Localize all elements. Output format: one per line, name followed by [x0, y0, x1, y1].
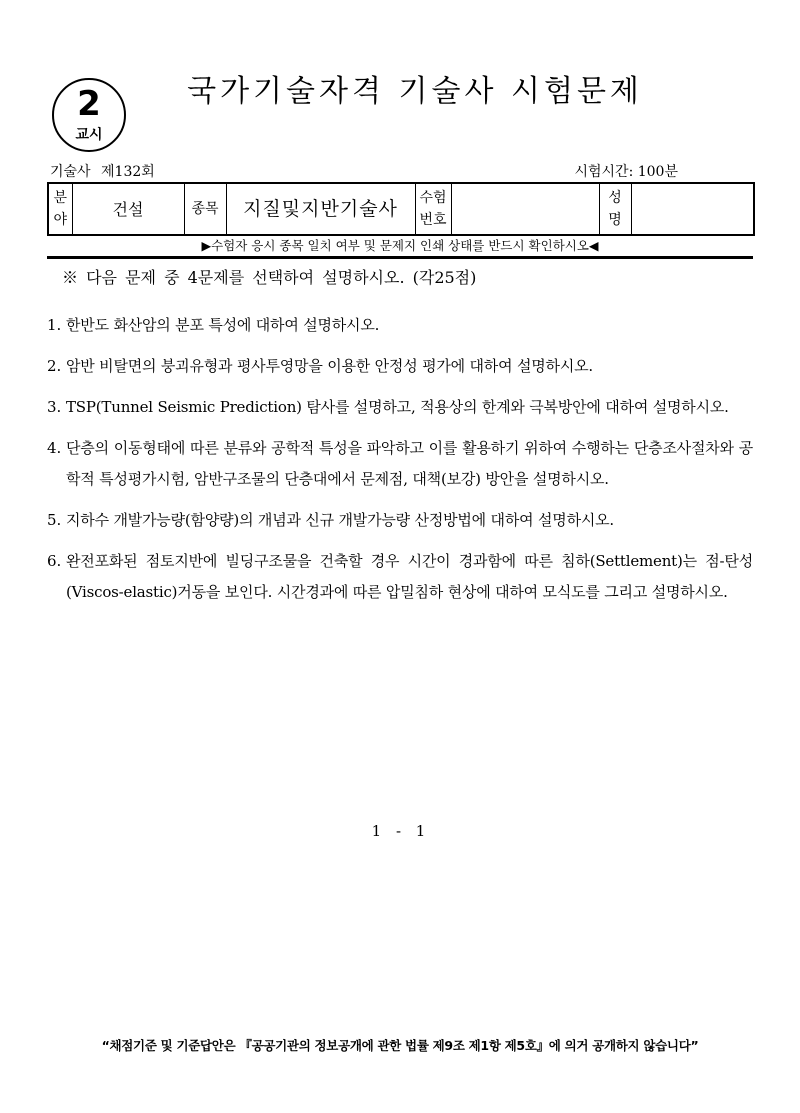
- examinee-label-line-1: 수험: [419, 190, 447, 206]
- name-field[interactable]: [631, 183, 754, 235]
- question-list: [47, 310, 753, 618]
- question-number: 3.: [47, 398, 62, 416]
- session-badge: [52, 78, 126, 152]
- field-label-line-2: 야: [53, 212, 68, 228]
- examinee-number-label: [415, 183, 451, 235]
- name-label-line-2: 명: [608, 212, 622, 228]
- question-text: 완전포화된 점토지반에 빌딩구조물을 건축할 경우 시간이 경과함에 따른 침하(Settlement)는 점-탄성(Viscos-elastic)거동을 보인다. 시간경과에 따른 압밀침하 현상에 대하여 모식도를 그리고 설명하시오.: [66, 552, 753, 601]
- subject-label: 종목: [184, 183, 226, 235]
- subject-value: 지질및지반기술사: [226, 183, 415, 235]
- question-number: 1.: [47, 316, 62, 334]
- question-text: 암반 비탈면의 붕괴유형과 평사투영망을 이용한 안정성 평가에 대하여 설명하시오.: [66, 357, 593, 375]
- question-text: TSP(Tunnel Seismic Prediction) 탐사를 설명하고, 적용상의 한계와 극복방안에 대하여 설명하시오.: [66, 398, 729, 416]
- examinee-label-line-2: 번호: [419, 212, 447, 228]
- question-item: [47, 392, 753, 423]
- field-label: [48, 183, 72, 235]
- exam-round: 기술사 제132회: [50, 164, 155, 180]
- question-number: 6.: [47, 552, 62, 570]
- question-item: [47, 546, 753, 608]
- check-notice: ▶수험자 응시 종목 일치 여부 및 문제지 인쇄 상태를 반드시 확인하시오◀: [201, 238, 599, 253]
- divider: [47, 256, 753, 259]
- name-label: [599, 183, 631, 235]
- session-label: 교시: [75, 127, 103, 143]
- page-title: 국가기술자격 기술사 시험문제: [187, 74, 643, 109]
- instruction: ※ 다음 문제 중 4문제를 선택하여 설명하시오. (각25점): [62, 268, 477, 287]
- field-label-line-1: 분: [53, 190, 68, 206]
- question-item: [47, 505, 753, 536]
- name-label-line-1: 성: [608, 190, 622, 206]
- question-text: 한반도 화산암의 분포 특성에 대하여 설명하시오.: [66, 316, 380, 334]
- footer-disclaimer: “채점기준 및 기준답안은 『공공기관의 정보공개에 관한 법률 제9조 제1항 제5호』에 의거 공개하지 않습니다”: [101, 1038, 699, 1053]
- question-text: 단층의 이동형태에 따른 분류와 공학적 특성을 파악하고 이를 활용하기 위하여 수행하는 단층조사절차와 공학적 특성평가시험, 암반구조물의 단층대에서 문제점, 대책(보강) 방안을 설명하시오.: [66, 439, 753, 488]
- exam-info-table: [47, 182, 755, 236]
- examinee-number-field[interactable]: [451, 183, 599, 235]
- question-item: [47, 310, 753, 341]
- session-number: 2: [77, 84, 101, 124]
- page-indicator: 1 - 1: [371, 822, 429, 840]
- exam-time: 시험시간: 100분: [574, 164, 678, 180]
- question-number: 4.: [47, 439, 62, 457]
- question-number: 2.: [47, 357, 62, 375]
- question-number: 5.: [47, 511, 62, 529]
- question-item: [47, 351, 753, 382]
- field-value: 건설: [72, 183, 184, 235]
- question-item: [47, 433, 753, 495]
- question-text: 지하수 개발가능량(함양량)의 개념과 신규 개발가능량 산정방법에 대하여 설명하시오.: [66, 511, 615, 529]
